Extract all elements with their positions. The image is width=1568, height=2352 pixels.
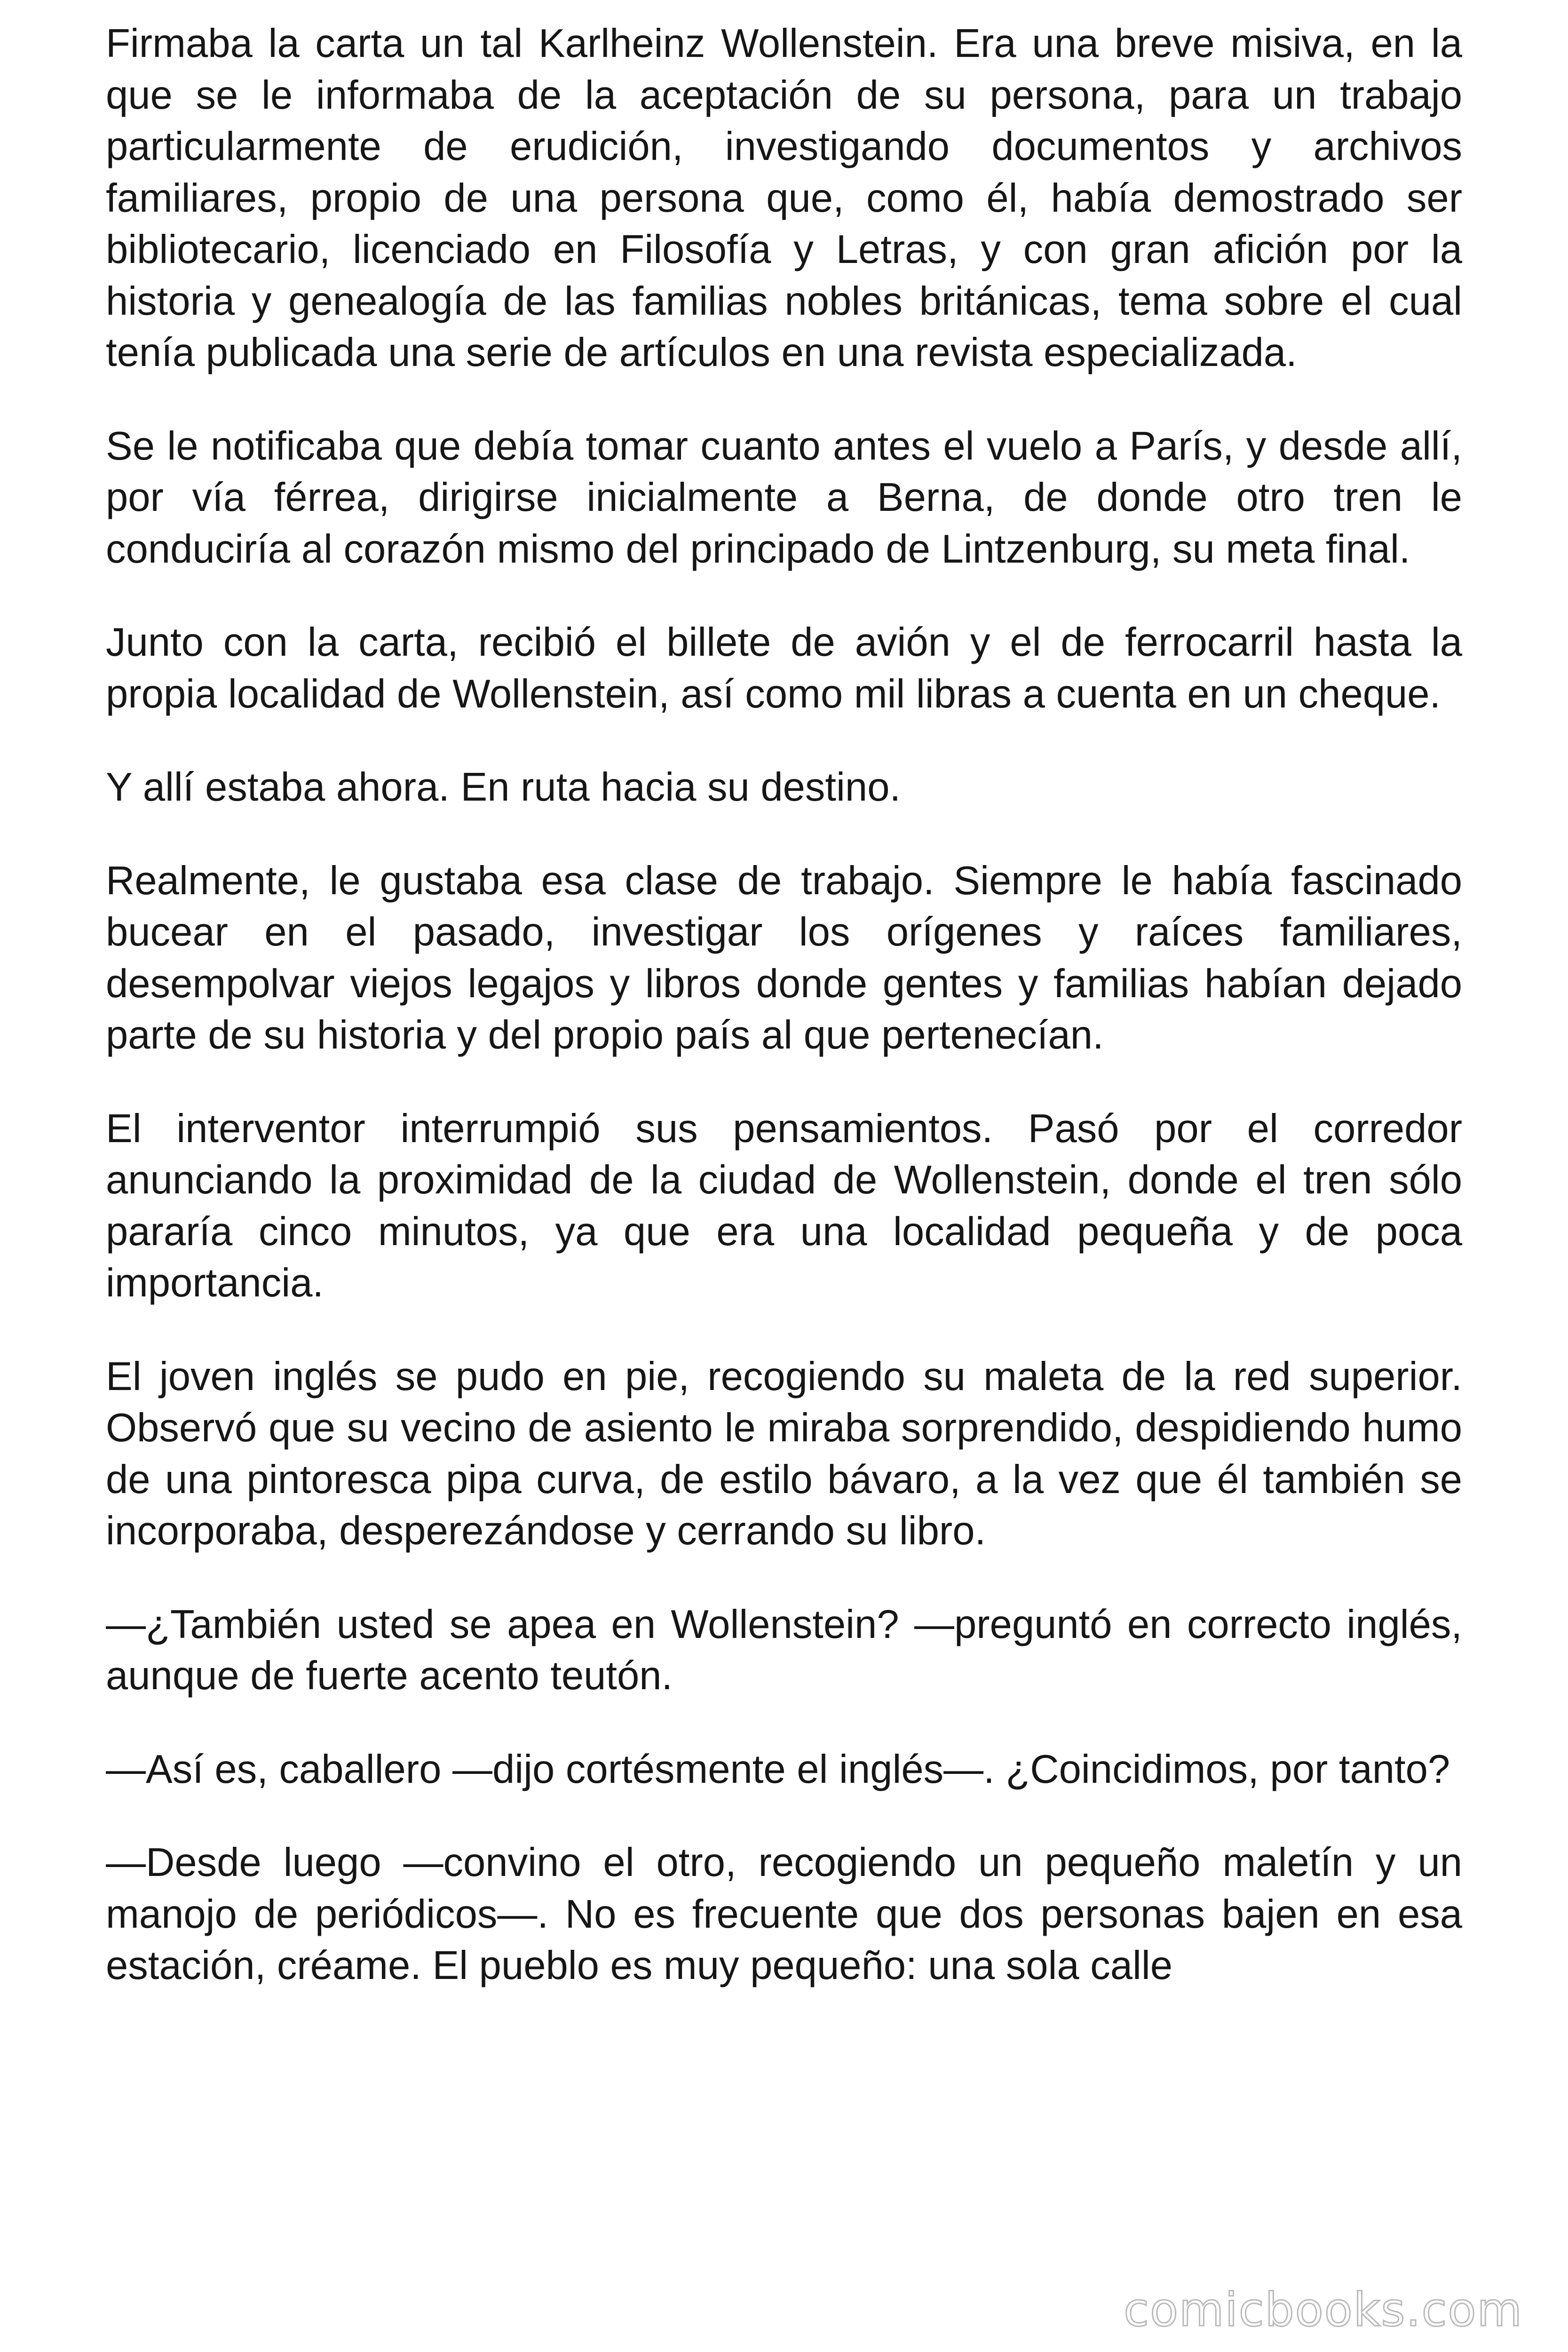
paragraph-3: Junto con la carta, recibió el billete de avión y el de ferrocarril hasta la propia localidad de Wollenstein, así como mil libras a cuenta en un cheque. <box>106 620 1462 716</box>
paragraph-8: —¿También usted se apea en Wollenstein? —preguntó en correcto inglés, aunque de fuerte acento teutón. <box>106 1602 1462 1698</box>
paragraph-4: Y allí estaba ahora. En ruta hacia su destino. <box>106 765 901 810</box>
document-page <box>106 18 1462 1992</box>
paragraph-6: El interventor interrumpió sus pensamientos. Pasó por el corredor anunciando la proximidad de la ciudad de Wollenstein, donde el tren sólo pararía cinco minutos, ya que era una localidad pequeña y de poca importancia. <box>106 1106 1462 1305</box>
paragraph-2: Se le notificaba que debía tomar cuanto antes el vuelo a París, y desde allí, por vía férrea, dirigirse inicialmente a Berna, de donde otro tren le conduciría al corazón mismo del principado de Lintzenburg, su meta final. <box>106 423 1462 572</box>
paragraph-9: —Así es, caballero —dijo cortésmente el inglés—. ¿Coincidimos, por tanto? <box>106 1747 1450 1792</box>
watermark-text: comicbooks.com <box>1124 2283 1523 2337</box>
paragraph-5: Realmente, le gustaba esa clase de trabajo. Siempre le había fascinado bucear en el pasado, investigar los orígenes y raíces familiares, desempolvar viejos legajos y libros donde gentes y familias habían dejado parte de su historia y del propio país al que pertenecían. <box>106 858 1462 1057</box>
paragraph-10: —Desde luego —convino el otro, recogiendo un pequeño maletín y un manojo de periódicos—. No es frecuente que dos personas bajen en esa estación, créame. El pueblo es muy pequeño: una sola calle <box>106 1840 1462 1988</box>
paragraph-1: Firmaba la carta un tal Karlheinz Wollenstein. Era una breve misiva, en la que se le informaba de la aceptación de su persona, para un trabajo particularmente de erudición, investigando documentos y archivos familiares, propio de una persona que, como él, había demostrado ser bibliotecario, licenciado en Filosofía y Letras, y con gran afición por la historia y genealogía de las familias nobles británicas, tema sobre el cual tenía publicada una serie de artículos en una revista especializada. <box>106 21 1462 375</box>
paragraph-7: El joven inglés se pudo en pie, recogiendo su maleta de la red superior. Observó que su vecino de asiento le miraba sorprendido, despidiendo humo de una pintoresca pipa curva, de estilo bávaro, a la vez que él también se incorporaba, desperezándose y cerrando su libro. <box>106 1354 1462 1553</box>
